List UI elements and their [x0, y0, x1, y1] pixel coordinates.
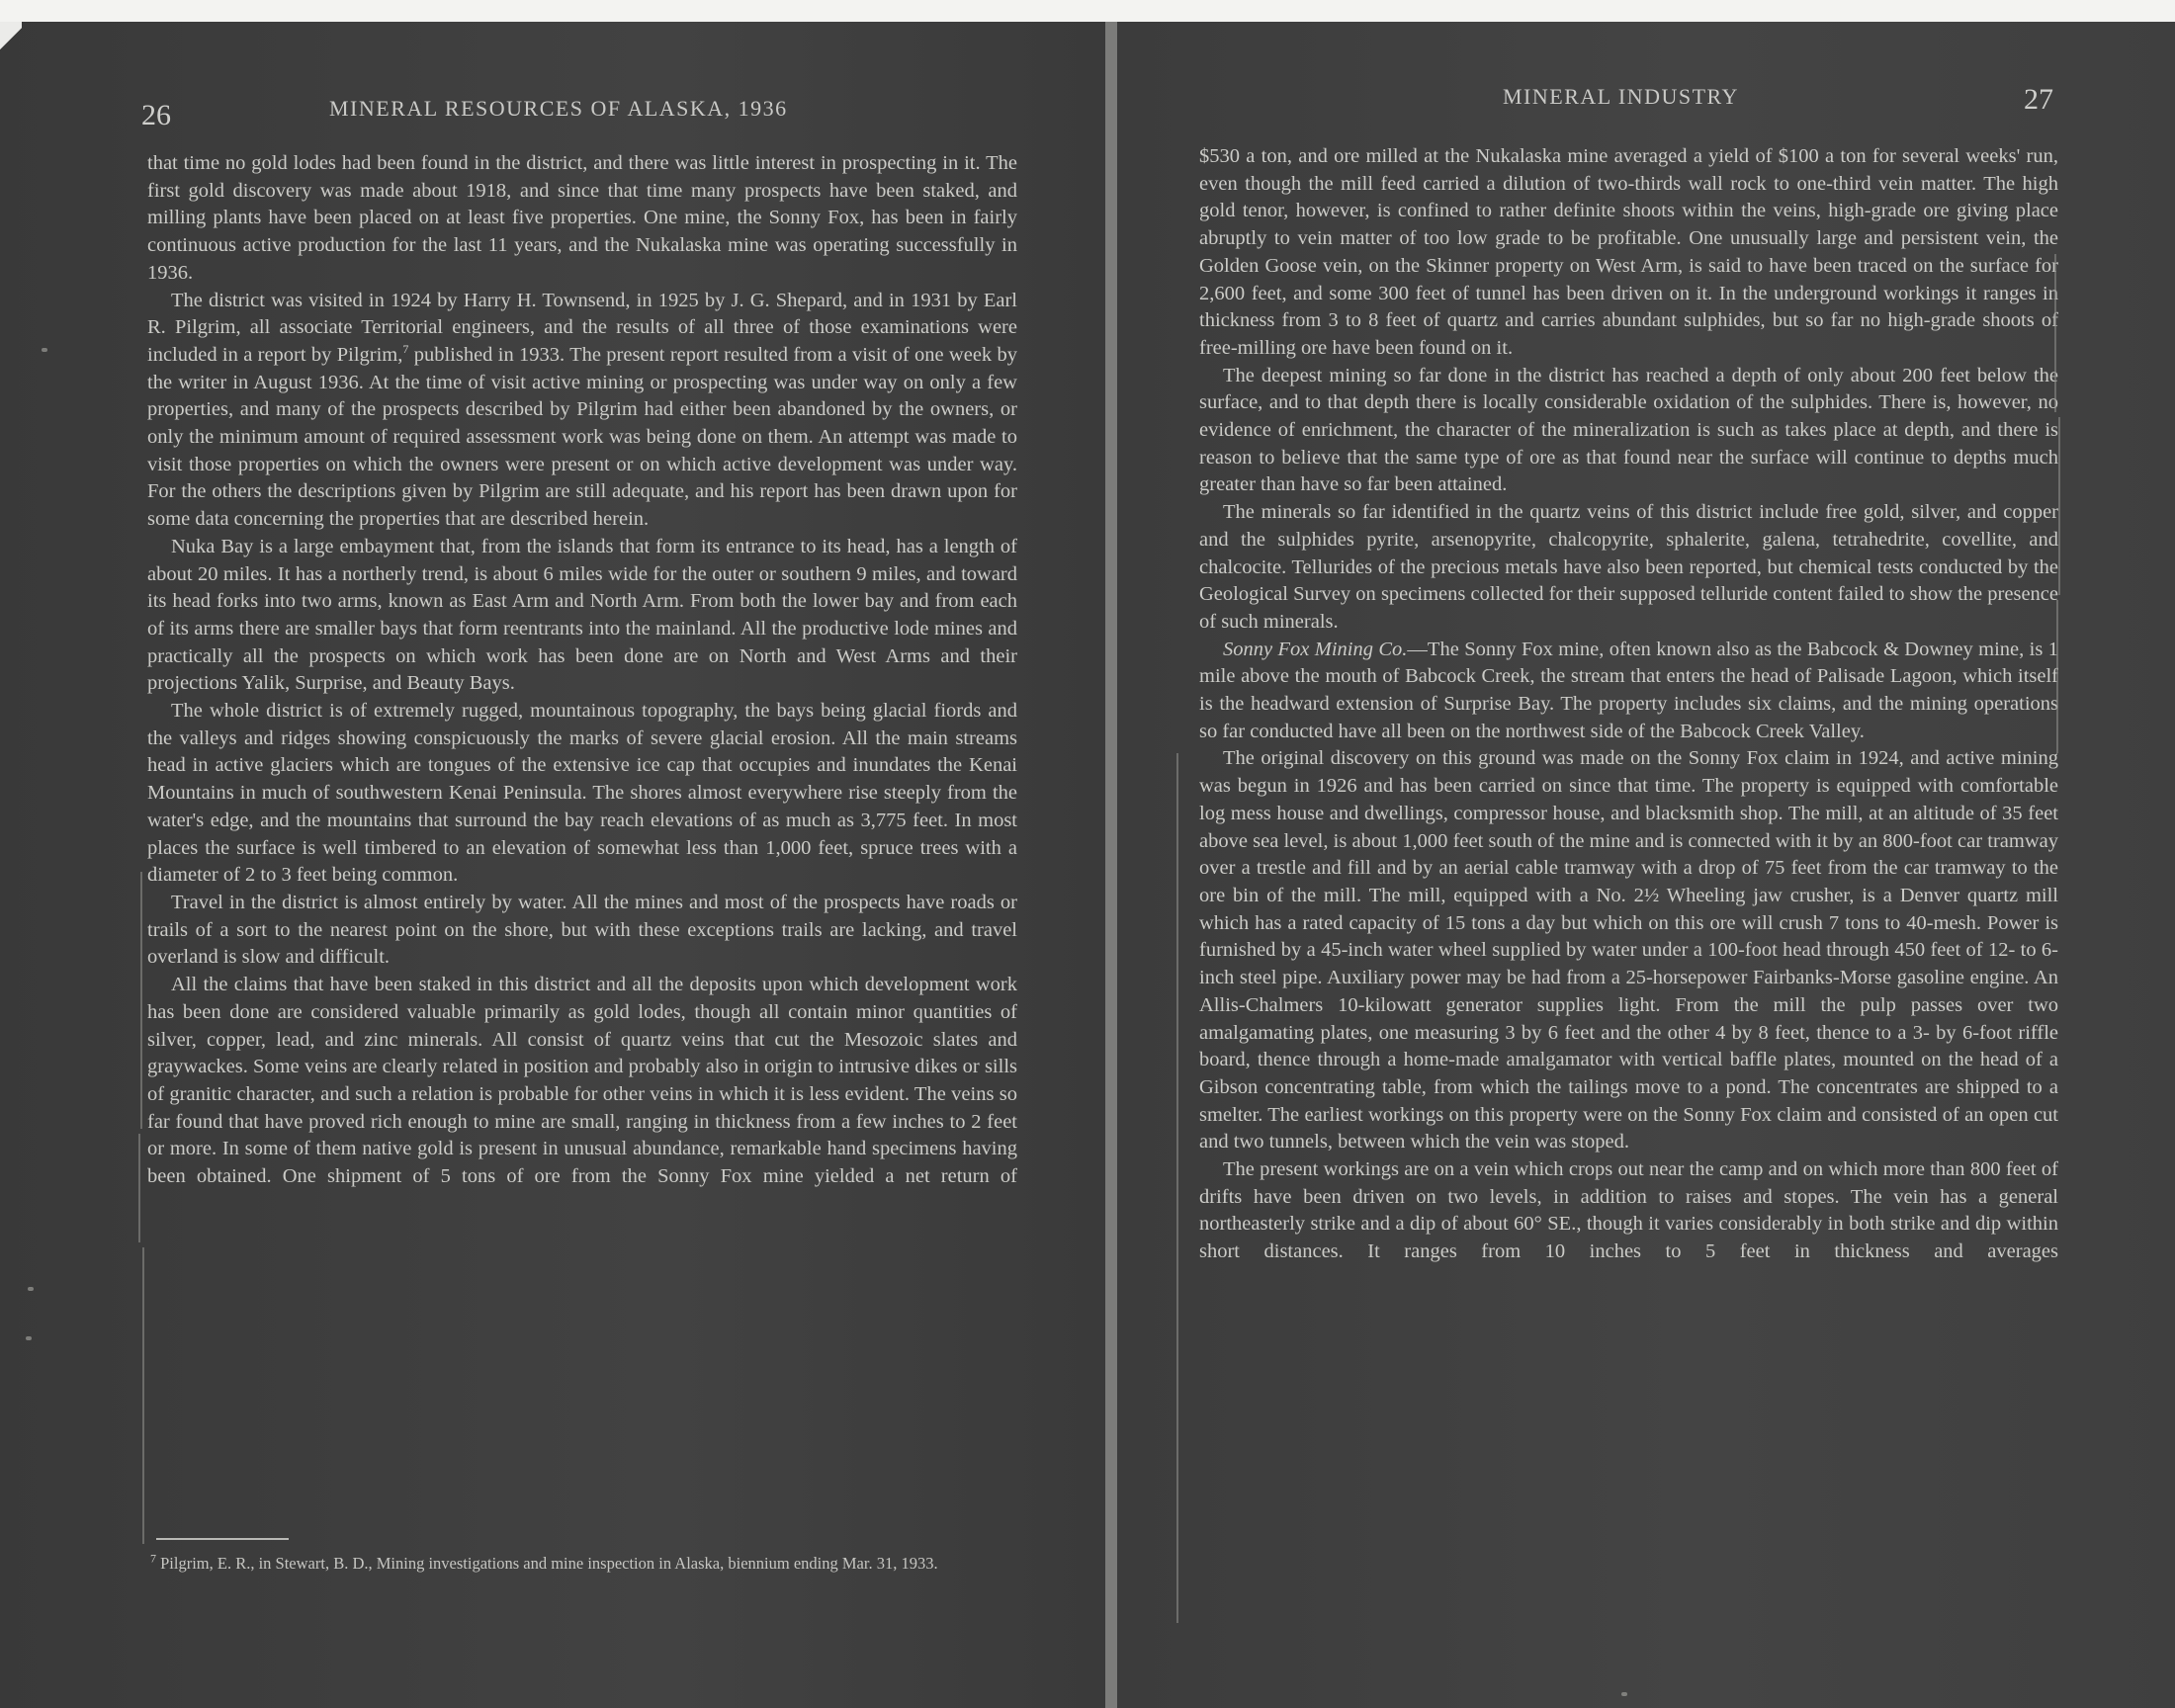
pencil-mark	[2056, 600, 2058, 753]
paragraph: The whole district is of extremely rugged, mountainous topography, the bays being glacial fiords and the valleys and ridges showing conspicuously the marks of severe glacial erosion. All the main streams head in active glaciers which are tongues of the extensive ice cap that occupies and inundates the Kenai Mountains in much of southwestern Kenai Peninsula. The shores almost everywhere rise steeply from the water's edge, and the mountains that surround the bay reach elevations of as much as 3,775 feet. In most places the surface is well timbered to an elevation of somewhat less than 1,000 feet, spruce trees with a diameter of 2 to 3 feet being common.	[147, 700, 1017, 887]
section-heading-sonny-fox: Sonny Fox Mining Co.	[1223, 638, 1408, 660]
pencil-mark	[138, 1134, 140, 1242]
paragraph: The present workings are on a vein which crops out near the camp and on which more than 800 feet of drifts have been driven on two levels, in addition to raises and stopes. The vein has a general northeasterly strike and a dip of about 60° SE., though it varies considerably in both strike and dip within short distances. It ranges from 10 inches to 5 feet in thickness and averages	[1199, 1158, 2058, 1263]
scan-top-margin	[0, 0, 2175, 22]
right-page-body	[1199, 143, 2058, 1266]
left-page-body	[147, 150, 1017, 1191]
paragraph: The original discovery on this ground was made on the Sonny Fox claim in 1924, and active mining was begun in 1926 and has been carried on since that time. The property is equipped with comfortable log mess house and dwellings, compressor house, and blacksmith shop. The mill, at an altitude of 35 feet above sea level, is about 1,000 feet south of the mine and is connected with it by an 800-foot car tramway over a trestle and fill and by an aerial cable tramway with a drop of 75 feet from the car tramway to the ore bin of the mill. The mill, equipped with a No. 2½ Wheeling jaw crusher, is a Denver quartz mill which has a rated capacity of 15 tons a day but which on this ore will crush 7 tons to 40-mesh. Power is furnished by a 45-inch water wheel supplied by water under a 100-foot head through 450 feet of 12- to 6-inch steel pipe. Auxiliary power may be had from a 25-horsepower Fairbanks-Morse gasoline engine. An Allis-Chalmers 10-kilowatt generator supplies light. From the mill the pulp passes over two amalgamating plates, one measuring 3 by 6 feet and the other 4 by 8 feet, thence to a 3- by 6-foot riffle board, thence through a home-made amalgamator with vertical baffle plates, mounted on the head of a Gibson concentrating table, from which the tailings move to a pond. The concentrates are shipped to a smelter. The earliest workings on this property were on the Sonny Fox claim and consisted of an open cut and two tunnels, between which the vein was stoped.	[1199, 747, 2058, 1153]
paragraph: All the claims that have been staked in this district and all the deposits upon which development work has been done are considered valuable primarily as gold lodes, though all contain minor quantities of silver, copper, lead, and zinc minerals. All consist of quartz veins that cut the Mesozoic slates and graywackes. Some veins are clearly related in position and probably also in origin to intrusive dikes or sills of granitic character, and such a relation is probable for other veins in which it is less evident. The veins so far found that have proved rich enough to mine are small, ranging in thickness from a few inches to 2 feet or more. In some of them native gold is present in unusual abundance, remarkable hand specimens having been obtained. One shipment of 5 tons of ore from the Sonny Fox mine yielded a net return of	[147, 974, 1017, 1188]
paragraph: Sonny Fox Mining Co.—The Sonny Fox mine, often known also as the Babcock & Downey mine, is 1 mile above the mouth of Babcock Creek, the stream that enters the head of Palisade Lagoon, which itself is the headward extension of Surprise Bay. The property includes six claims, and the mining operations so far conducted have all been on the northwest side of the Babcock Creek Valley.	[1199, 638, 2058, 742]
paragraph: $530 a ton, and ore milled at the Nukalaska mine averaged a yield of $100 a ton for several weeks' run, even though the mill feed carried a dilution of two-thirds wall rock to one-third vein matter. The high gold tenor, however, is confined to rather definite shoots within the veins, high-grade ore giving place abruptly to vein matter of too low grade to be profitable. One unusually large and persistent vein, the Golden Goose vein, on the Skinner property on West Arm, is said to have been traced on the surface for 2,600 feet, and some 300 feet of tunnel has been driven on it. In the underground workings it ranges in thickness from 3 to 8 feet of quartz and carries abundant sulphides, but so far no high-grade shoots of free-milling ore have been found on it.	[1199, 145, 2058, 359]
page-number-right: 27	[2024, 83, 2053, 116]
paragraph-text: published in 1933. The present report resulted from a visit of one week by the writer in August 1936. At the time of visit active mining or prospecting was under way on only a few properties, and many of the prospects described by Pilgrim had either been abandoned by the owners, or only the minimum amount of required assessment work was being done on them. An attempt was made to visit those properties on which the owners were present or on which active development was under way. For the others the descriptions given by Pilgrim are still adequate, and his report has been drawn upon for some data concerning the properties that are described herein.	[147, 343, 1017, 531]
footnote-mark: 7	[150, 1551, 156, 1566]
pencil-mark	[142, 1247, 144, 1544]
page-number-left: 26	[141, 99, 171, 131]
scan-speck	[42, 348, 47, 352]
page-corner-tear	[0, 22, 22, 61]
pencil-mark	[2054, 254, 2056, 412]
book-gutter	[1105, 22, 1117, 1708]
pencil-mark	[1176, 753, 1178, 1623]
paragraph: that time no gold lodes had been found in the district, and there was little interest in prospecting in it. The first gold discovery was made about 1918, and since that time many prospects have been staked, and milling plants have been placed on at least five properties. One mine, the Sonny Fox, has been in fairly continuous active production for the last 11 years, and the Nukalaska mine was operating successfully in 1936.	[147, 152, 1017, 284]
right-page	[1117, 22, 2175, 1708]
pencil-mark	[2058, 417, 2060, 595]
scan-speck	[1621, 1692, 1627, 1696]
pencil-mark	[140, 872, 142, 1129]
paragraph: Nuka Bay is a large embayment that, from the islands that form its entrance to its head, has a length of about 20 miles. It has a northerly trend, is about 6 miles wide for the outer or southern 9 miles, and toward its head forks into two arms, known as East Arm and North Arm. From both the lower bay and from each of its arms there are smaller bays that form reentrants into the mainland. All the productive lode mines and practically all the prospects on which work has been done are on North and West Arms and their projections Yalik, Surprise, and Beauty Bays.	[147, 535, 1017, 695]
paragraph	[147, 288, 1017, 534]
paragraph-text: The Sonny Fox mine, often known also as the Babcock & Downey mine, is 1 mile above the mouth of Babcock Creek, the stream that enters the head of Palisade Lagoon, which itself is the headward extension of Surprise Bay. The property includes six claims, and the mining operations so far conducted have all been on the northwest side of the Babcock Creek Valley.	[1199, 638, 2058, 742]
running-head-right: MINERAL INDUSTRY	[1503, 84, 1739, 109]
paragraph: The minerals so far identified in the quartz veins of this district include free gold, silver, and copper and the sulphides pyrite, arsenopyrite, chalcopyrite, sphalerite, galena, tetrahedrite, covellite, and chalcocite. Tellurides of the precious metals have also been reported, but chemical tests conducted by the Geological Survey on specimens collected for their supposed telluride content failed to show the presence of such minerals.	[1199, 501, 2058, 633]
paragraph: The deepest mining so far done in the district has reached a depth of only about 200 feet below the surface, and to that depth there is locally considerable oxidation of the sulphides. There is, however, no evidence of enrichment, the character of the mineralization is such as takes place at depth, and there is reason to believe that the same type of ore as that found near the surface will continue to depths much greater than have so far been attained.	[1199, 364, 2058, 496]
footnote-reference: 7	[402, 342, 409, 357]
paragraph: Travel in the district is almost entirely by water. All the mines and most of the prospects have roads or trails of a sort to the nearest point on the shore, but with these exceptions trails are lacking, and travel overland is slow and difficult.	[147, 891, 1017, 969]
scan-speck	[28, 1287, 34, 1291]
paragraph-text: The district was visited in 1924 by Harry H. Townsend, in 1925 by J. G. Shepard, and in 1931 by Earl R. Pilgrim, all associate Territorial engineers, and the results of all three of those examinations were included in a report by Pilgrim,	[147, 289, 1017, 366]
left-page	[0, 22, 1105, 1708]
footnote	[150, 1552, 1020, 1575]
footnote-rule	[156, 1538, 289, 1540]
scan-speck	[26, 1336, 32, 1340]
footnote-text: Pilgrim, E. R., in Stewart, B. D., Mining investigations and mine inspection in Alaska, biennium ending Mar. 31, 1933.	[160, 1554, 938, 1573]
running-head-left: MINERAL RESOURCES OF ALASKA, 1936	[329, 96, 788, 121]
